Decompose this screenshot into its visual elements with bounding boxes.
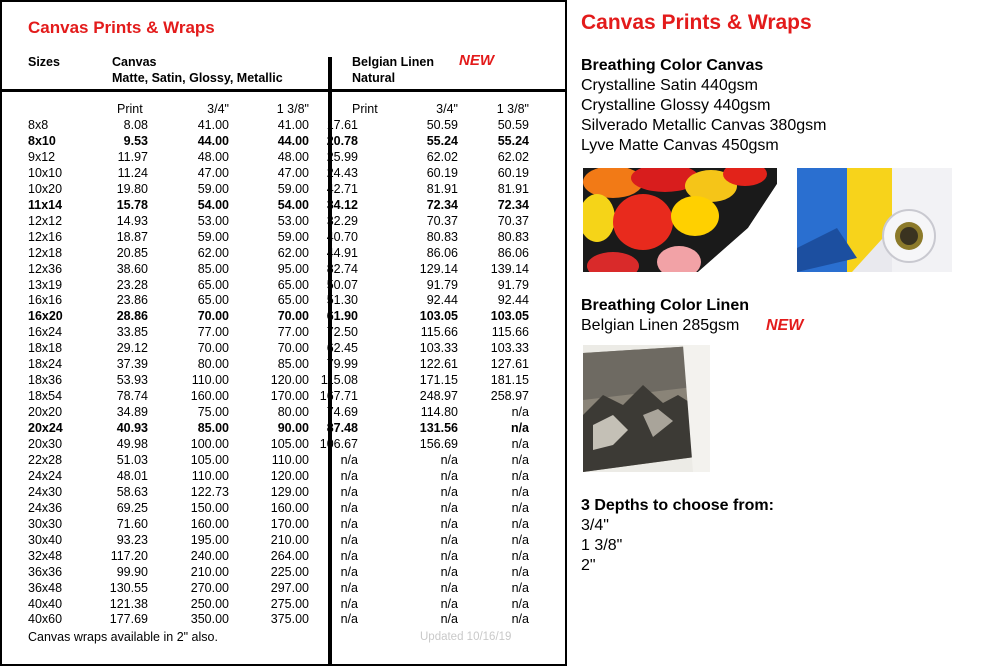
new-badge: NEW — [459, 52, 494, 69]
price-cell-canvas-34: 122.73 — [190, 484, 229, 499]
price-cell-canvas-138: 210.00 — [270, 532, 309, 547]
size-cell: 30x30 — [28, 516, 63, 531]
subheader-linen-138: 1 3/8" — [496, 102, 529, 116]
price-cell-linen-138: 60.19 — [497, 165, 529, 180]
price-cell-canvas-34: 350.00 — [190, 612, 229, 627]
price-cell-canvas-print: 71.60 — [116, 516, 148, 531]
price-cell-linen-138: 62.02 — [497, 149, 529, 164]
price-cell-linen-34: n/a — [440, 484, 458, 499]
price-cell-linen-print: n/a — [340, 500, 358, 515]
table-row — [2, 420, 565, 436]
size-cell: 22x28 — [28, 452, 63, 467]
size-cell: 12x16 — [28, 229, 63, 244]
price-cell-canvas-138: 160.00 — [270, 500, 309, 515]
price-cell-linen-34: 70.37 — [426, 213, 458, 228]
price-cell-linen-print: 40.70 — [326, 229, 358, 244]
price-cell-canvas-34: 59.00 — [197, 229, 229, 244]
price-cell-canvas-34: 160.00 — [190, 389, 229, 404]
size-cell: 36x48 — [28, 580, 63, 595]
price-cell-linen-138: n/a — [511, 532, 529, 547]
canvas-item: Crystalline Satin 440gsm — [581, 77, 758, 94]
price-cell-linen-34: n/a — [440, 548, 458, 563]
price-cell-canvas-print: 49.98 — [116, 437, 148, 451]
size-cell: 40x40 — [28, 596, 63, 611]
price-cell-linen-print: 44.91 — [326, 245, 358, 260]
price-cell-linen-print: 87.48 — [326, 421, 358, 436]
size-cell: 16x20 — [28, 309, 63, 324]
table-row — [2, 532, 565, 548]
price-cell-linen-34: 103.05 — [419, 309, 458, 324]
canvas-heading: Breathing Color Canvas — [581, 57, 764, 74]
table-row — [2, 229, 565, 245]
size-cell: 13x19 — [28, 277, 63, 292]
price-cell-canvas-print: 11.97 — [117, 149, 148, 164]
price-cell-linen-138: 81.91 — [497, 181, 529, 196]
price-cell-canvas-138: 170.00 — [270, 516, 309, 531]
table-row — [2, 340, 565, 356]
price-cell-canvas-print: 34.89 — [116, 405, 148, 420]
price-cell-canvas-138: 375.00 — [270, 612, 309, 627]
price-cell-canvas-print: 58.63 — [116, 484, 148, 499]
price-cell-canvas-138: 47.00 — [277, 165, 309, 180]
price-cell-canvas-34: 105.00 — [190, 452, 229, 467]
price-cell-linen-print: n/a — [340, 548, 358, 563]
price-cell-linen-34: 60.19 — [426, 165, 458, 180]
table-row — [2, 372, 565, 388]
size-cell: 32x48 — [28, 548, 63, 563]
price-cell-linen-138: 80.83 — [497, 229, 529, 244]
price-cell-canvas-print: 9.53 — [123, 133, 148, 148]
table-row — [2, 324, 565, 340]
size-cell: 20x20 — [28, 405, 63, 420]
price-cell-canvas-34: 65.00 — [197, 293, 229, 308]
depth-option: 1 3/8" — [581, 537, 623, 554]
table-row — [2, 564, 565, 580]
price-cell-canvas-34: 54.00 — [197, 197, 229, 212]
price-cell-linen-print: n/a — [340, 532, 358, 547]
price-cell-canvas-138: 264.00 — [270, 548, 309, 563]
size-cell: 24x30 — [28, 484, 63, 499]
price-cell-canvas-138: 59.00 — [277, 181, 309, 196]
price-cell-canvas-138: 65.00 — [277, 293, 309, 308]
price-cell-canvas-print: 78.74 — [116, 389, 148, 404]
price-cell-linen-print: 62.45 — [326, 341, 358, 356]
price-cell-linen-print: n/a — [340, 612, 358, 627]
linen-finish: Natural — [352, 71, 396, 85]
price-cell-canvas-print: 38.60 — [116, 261, 148, 276]
price-cell-canvas-138: 90.00 — [277, 421, 309, 436]
price-cell-linen-34: 129.14 — [419, 261, 458, 276]
price-cell-canvas-34: 75.00 — [197, 405, 229, 420]
price-cell-linen-34: 50.59 — [426, 118, 458, 132]
price-cell-canvas-138: 48.00 — [277, 149, 309, 164]
price-cell-linen-138: 70.37 — [497, 213, 529, 228]
table-row — [2, 436, 565, 452]
price-cell-canvas-34: 240.00 — [190, 548, 229, 563]
price-cell-canvas-print: 15.78 — [116, 197, 148, 212]
price-cell-canvas-34: 110.00 — [191, 468, 229, 483]
subheader-canvas-34: 3/4" — [207, 102, 229, 116]
price-cell-canvas-34: 77.00 — [197, 325, 229, 340]
price-cell-linen-print: 167.71 — [319, 389, 358, 404]
price-cell-linen-138: n/a — [511, 500, 529, 515]
price-cell-linen-138: n/a — [511, 564, 529, 579]
size-cell: 18x54 — [28, 389, 63, 404]
price-cell-linen-print: 61.90 — [326, 309, 358, 324]
price-cell-linen-34: 156.69 — [419, 437, 458, 451]
price-cell-canvas-print: 23.86 — [116, 293, 148, 308]
price-cell-linen-print: 42.71 — [326, 181, 358, 196]
price-cell-canvas-print: 20.85 — [116, 245, 148, 260]
table-row — [2, 133, 565, 149]
price-cell-canvas-print: 33.85 — [116, 325, 148, 340]
price-cell-canvas-138: 170.00 — [270, 389, 309, 404]
price-cell-linen-138: n/a — [511, 596, 529, 611]
price-cell-canvas-34: 85.00 — [197, 261, 229, 276]
price-cell-linen-34: 80.83 — [426, 229, 458, 244]
price-cell-linen-print: 24.43 — [326, 165, 358, 180]
price-cell-linen-138: n/a — [511, 452, 529, 467]
price-cell-linen-34: 115.66 — [420, 325, 458, 340]
depth-option: 3/4" — [581, 517, 609, 534]
price-cell-canvas-138: 85.00 — [277, 357, 309, 372]
price-cell-canvas-print: 53.93 — [116, 373, 148, 388]
price-cell-canvas-34: 210.00 — [190, 564, 229, 579]
price-cell-canvas-138: 54.00 — [277, 197, 309, 212]
size-cell: 24x36 — [28, 500, 63, 515]
updated-date: Updated 10/16/19 — [420, 631, 512, 643]
price-cell-linen-34: n/a — [440, 516, 458, 531]
depth-option: 2" — [581, 557, 596, 574]
price-cell-canvas-138: 275.00 — [270, 596, 309, 611]
table-row — [2, 596, 565, 612]
price-cell-canvas-138: 225.00 — [270, 564, 309, 579]
table-row — [2, 516, 565, 532]
price-cell-linen-34: 103.33 — [419, 341, 458, 356]
table-row — [2, 261, 565, 277]
price-cell-linen-138: n/a — [511, 405, 529, 420]
price-cell-linen-34: 72.34 — [426, 197, 458, 212]
subheader-linen-34: 3/4" — [436, 102, 458, 116]
price-cell-linen-34: 92.44 — [426, 293, 458, 308]
size-cell: 24x24 — [28, 468, 63, 483]
price-cell-linen-138: n/a — [511, 468, 529, 483]
table-row — [2, 611, 565, 627]
size-cell: 9x12 — [28, 149, 56, 164]
price-cell-linen-34: 122.61 — [419, 357, 458, 372]
subheader-linen-print: Print — [352, 102, 378, 116]
wrap-footnote: Canvas wraps available in 2" also. — [28, 630, 218, 644]
price-cell-linen-34: n/a — [440, 468, 458, 483]
price-cell-canvas-print: 48.01 — [116, 468, 148, 483]
price-cell-linen-print: 115.08 — [320, 373, 358, 388]
price-cell-canvas-print: 93.23 — [116, 532, 148, 547]
column-subheaders — [2, 101, 565, 117]
table-row — [2, 213, 565, 229]
price-cell-linen-print: n/a — [340, 564, 358, 579]
price-cell-linen-print: 32.29 — [326, 213, 358, 228]
price-cell-canvas-print: 14.93 — [116, 213, 148, 228]
price-cell-linen-138: 103.33 — [490, 341, 529, 356]
price-cell-linen-34: 81.91 — [426, 181, 458, 196]
size-cell: 8x10 — [28, 133, 56, 148]
price-cell-linen-138: 92.44 — [497, 293, 529, 308]
size-cell: 40x60 — [28, 612, 63, 627]
canvas-item: Silverado Metallic Canvas 380gsm — [581, 117, 827, 134]
canvas-finishes: Matte, Satin, Glossy, Metallic — [112, 71, 283, 85]
table-title: Canvas Prints & Wraps — [28, 18, 215, 37]
price-cell-canvas-138: 105.00 — [270, 437, 309, 451]
price-cell-linen-34: n/a — [440, 500, 458, 515]
price-cell-linen-138: n/a — [511, 548, 529, 563]
canvas-item: Crystalline Glossy 440gsm — [581, 97, 771, 114]
info-title: Canvas Prints & Wraps — [581, 11, 812, 34]
price-cell-linen-print: n/a — [340, 596, 358, 611]
size-cell: 10x20 — [28, 181, 63, 196]
price-cell-canvas-print: 29.12 — [116, 341, 148, 356]
price-cell-linen-34: n/a — [440, 532, 458, 547]
size-cell: 18x36 — [28, 373, 63, 388]
table-row — [2, 484, 565, 500]
linen-heading: Breathing Color Linen — [581, 297, 749, 314]
price-cell-linen-print: 17.61 — [326, 118, 358, 132]
price-cell-canvas-print: 117.20 — [110, 548, 148, 563]
price-cell-canvas-138: 70.00 — [277, 309, 309, 324]
price-cell-canvas-34: 48.00 — [197, 149, 229, 164]
price-cell-canvas-34: 150.00 — [190, 500, 229, 515]
price-cell-linen-138: 115.66 — [491, 325, 529, 340]
price-cell-canvas-138: 70.00 — [277, 341, 309, 356]
price-cell-canvas-34: 100.00 — [190, 437, 229, 451]
price-cell-linen-138: 127.61 — [490, 357, 529, 372]
price-cell-canvas-34: 70.00 — [197, 309, 229, 324]
price-cell-canvas-138: 110.00 — [271, 452, 309, 467]
sizes-header: Sizes — [28, 55, 60, 69]
price-cell-canvas-print: 99.90 — [116, 564, 148, 579]
price-cell-canvas-print: 18.87 — [116, 229, 148, 244]
table-row — [2, 292, 565, 308]
price-cell-canvas-34: 41.00 — [197, 118, 229, 132]
price-cell-linen-print: 34.12 — [326, 197, 358, 212]
price-cell-linen-138: 258.97 — [490, 389, 529, 404]
price-cell-canvas-34: 85.00 — [197, 421, 229, 436]
price-cell-linen-34: n/a — [440, 580, 458, 595]
price-cell-linen-print: n/a — [340, 580, 358, 595]
price-cell-linen-print: 74.69 — [326, 405, 358, 420]
price-cell-linen-print: n/a — [340, 484, 358, 499]
price-cell-canvas-print: 121.38 — [109, 596, 148, 611]
price-cell-canvas-138: 129.00 — [270, 484, 309, 499]
price-cell-canvas-138: 65.00 — [277, 277, 309, 292]
table-row — [2, 277, 565, 293]
price-cell-canvas-print: 37.39 — [116, 357, 148, 372]
header-divider — [2, 89, 565, 92]
linen-new-badge: NEW — [766, 317, 804, 334]
price-cell-canvas-138: 44.00 — [277, 133, 309, 148]
price-cell-canvas-print: 51.03 — [116, 452, 148, 467]
price-cell-linen-34: 114.80 — [420, 405, 458, 420]
price-cell-linen-34: 248.97 — [419, 389, 458, 404]
price-cell-linen-138: n/a — [511, 484, 529, 499]
table-row — [2, 308, 565, 324]
canvas-roll-photo — [797, 168, 952, 272]
price-cell-linen-138: n/a — [511, 437, 529, 451]
price-cell-linen-print: 25.99 — [326, 149, 358, 164]
size-cell: 30x40 — [28, 532, 63, 547]
canvas-header: Canvas — [112, 55, 157, 69]
price-cell-linen-34: 55.24 — [426, 133, 458, 148]
price-cell-linen-34: 62.02 — [426, 149, 458, 164]
price-cell-canvas-print: 11.24 — [117, 165, 148, 180]
subheader-canvas-138: 1 3/8" — [276, 102, 309, 116]
linen-landscape-photo — [583, 345, 710, 472]
size-cell: 12x36 — [28, 261, 63, 276]
price-cell-canvas-138: 297.00 — [270, 580, 309, 595]
table-row — [2, 500, 565, 516]
price-cell-canvas-138: 80.00 — [277, 405, 309, 420]
price-cell-linen-34: 86.06 — [426, 245, 458, 260]
size-cell: 20x30 — [28, 437, 63, 451]
price-cell-canvas-138: 95.00 — [277, 261, 309, 276]
price-cell-canvas-print: 23.28 — [116, 277, 148, 292]
price-cell-linen-print: 20.78 — [326, 133, 358, 148]
size-cell: 10x10 — [28, 165, 63, 180]
price-cell-canvas-34: 59.00 — [197, 181, 229, 196]
price-cell-canvas-print: 8.08 — [123, 118, 148, 132]
price-cell-canvas-34: 110.00 — [191, 373, 229, 388]
size-cell: 18x24 — [28, 357, 63, 372]
price-cell-canvas-print: 28.86 — [116, 309, 148, 324]
price-cell-canvas-138: 41.00 — [277, 118, 309, 132]
table-row — [2, 388, 565, 404]
price-cell-linen-34: 131.56 — [419, 421, 458, 436]
price-cell-linen-print: 72.50 — [326, 325, 358, 340]
price-cell-linen-print: n/a — [340, 452, 358, 467]
price-cell-linen-138: n/a — [510, 421, 529, 436]
size-cell: 8x8 — [28, 118, 49, 132]
price-cell-canvas-34: 44.00 — [197, 133, 229, 148]
size-cell: 20x24 — [28, 421, 63, 436]
linen-item: Belgian Linen 285gsm — [581, 317, 740, 334]
size-cell: 11x14 — [28, 197, 63, 212]
price-cell-canvas-34: 53.00 — [197, 213, 229, 228]
table-row — [2, 245, 565, 261]
depths-heading: 3 Depths to choose from: — [581, 497, 774, 514]
price-cell-linen-138: 181.15 — [490, 373, 529, 388]
price-cell-canvas-34: 65.00 — [197, 277, 229, 292]
table-row — [2, 181, 565, 197]
price-cell-canvas-34: 195.00 — [190, 532, 229, 547]
size-cell: 36x36 — [28, 564, 63, 579]
candy-canvas-photo — [583, 168, 777, 272]
size-cell: 16x24 — [28, 325, 63, 340]
price-cell-canvas-print: 177.69 — [109, 612, 148, 627]
price-cell-canvas-34: 160.00 — [190, 516, 229, 531]
price-cell-linen-138: 86.06 — [497, 245, 529, 260]
price-cell-canvas-print: 130.55 — [109, 580, 148, 595]
table-row — [2, 452, 565, 468]
price-cell-linen-34: 91.79 — [426, 277, 458, 292]
size-cell: 12x18 — [28, 245, 63, 260]
table-row — [2, 404, 565, 420]
price-cell-linen-138: n/a — [511, 516, 529, 531]
price-cell-linen-138: 91.79 — [497, 277, 529, 292]
table-row — [2, 117, 565, 133]
price-cell-linen-34: n/a — [440, 564, 458, 579]
price-cell-linen-print: 106.67 — [319, 437, 358, 451]
price-cell-linen-print: 50.07 — [326, 277, 358, 292]
price-cell-canvas-138: 53.00 — [277, 213, 309, 228]
price-cell-linen-print: 51.30 — [326, 293, 358, 308]
price-cell-canvas-34: 80.00 — [197, 357, 229, 372]
price-cell-linen-34: n/a — [440, 452, 458, 467]
price-cell-linen-print: n/a — [340, 468, 358, 483]
table-row — [2, 468, 565, 484]
price-cell-canvas-34: 62.00 — [197, 245, 229, 260]
table-row — [2, 548, 565, 564]
size-cell: 12x12 — [28, 213, 63, 228]
table-row — [2, 165, 565, 181]
price-cell-canvas-print: 19.80 — [116, 181, 148, 196]
size-cell: 16x16 — [28, 293, 63, 308]
table-row — [2, 356, 565, 372]
price-cell-linen-138: 103.05 — [490, 309, 529, 324]
subheader-canvas-print: Print — [117, 102, 143, 116]
price-cell-linen-34: n/a — [440, 612, 458, 627]
table-row — [2, 580, 565, 596]
price-cell-canvas-138: 59.00 — [277, 229, 309, 244]
price-cell-canvas-print: 69.25 — [116, 500, 148, 515]
linen-header: Belgian Linen — [352, 55, 434, 69]
price-cell-linen-138: n/a — [511, 612, 529, 627]
price-cell-canvas-138: 62.00 — [277, 245, 309, 260]
price-cell-canvas-34: 250.00 — [190, 596, 229, 611]
price-cell-canvas-34: 47.00 — [197, 165, 229, 180]
table-row — [2, 197, 565, 213]
price-cell-linen-138: n/a — [511, 580, 529, 595]
size-cell: 18x18 — [28, 341, 63, 356]
price-cell-linen-print: 82.74 — [326, 261, 358, 276]
price-cell-linen-print: n/a — [340, 516, 358, 531]
price-cell-linen-print: 79.99 — [326, 357, 358, 372]
price-cell-linen-34: n/a — [440, 596, 458, 611]
price-cell-linen-138: 50.59 — [497, 118, 529, 132]
table-row — [2, 149, 565, 165]
price-cell-linen-138: 72.34 — [497, 197, 529, 212]
price-cell-canvas-34: 270.00 — [190, 580, 229, 595]
price-cell-canvas-print: 40.93 — [116, 421, 148, 436]
price-cell-canvas-138: 120.00 — [270, 468, 309, 483]
price-cell-linen-138: 55.24 — [497, 133, 529, 148]
price-cell-canvas-138: 77.00 — [277, 325, 309, 340]
price-cell-linen-138: 139.14 — [490, 261, 529, 276]
price-cell-canvas-34: 70.00 — [197, 341, 229, 356]
canvas-item: Lyve Matte Canvas 450gsm — [581, 137, 779, 154]
price-cell-canvas-138: 120.00 — [270, 373, 309, 388]
price-cell-linen-34: 171.15 — [419, 373, 458, 388]
